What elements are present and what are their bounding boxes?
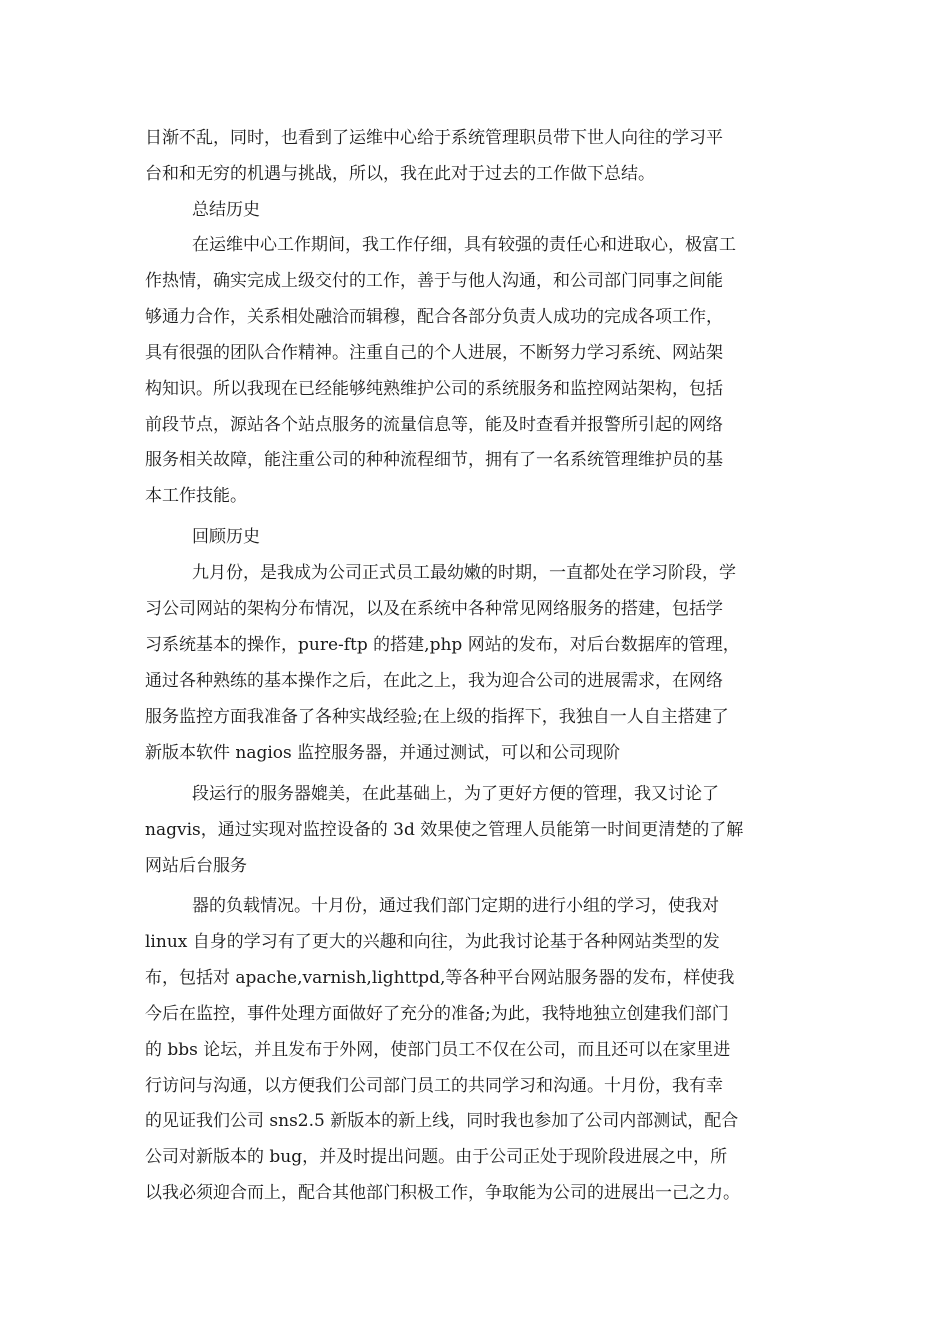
text-line: 网站后台服务 [145,856,247,876]
text-line: 的见证我们公司 sns2.5 新版本的新上线，同时我也参加了公司内部测试，配合 [145,1111,739,1131]
text-line: 布，包括对 apache,varnish,lighttpd,等各种平台网站服务器的发布，样使我 [145,968,735,988]
text-line: 今后在监控，事件处理方面做好了充分的准备;为此，我特地独立创建我们部门 [145,1004,729,1024]
text-line: 行访问与沟通，以方便我们公司部门员工的共同学习和沟通。十月份，我有幸 [145,1076,723,1096]
text-line: 前段节点，源站各个站点服务的流量信息等，能及时查看并报警所引起的网络 [145,415,723,435]
text-line: 九月份，是我成为公司正式员工最幼嫩的时期，一直都处在学习阶段，学 [192,563,736,583]
text-line: 本工作技能。 [145,486,247,506]
text-line: 习公司网站的架构分布情况，以及在系统中各种常见网络服务的搭建，包括学 [145,599,723,619]
text-line: nagvis，通过实现对监控设备的 3d 效果使之管理人员能第一时间更清楚的了解 [145,820,744,840]
text-line: 台和和无穷的机遇与挑战，所以，我在此对于过去的工作做下总结。 [145,164,655,184]
text-line: 公司对新版本的 bug，并及时提出问题。由于公司正处于现阶段进展之中，所 [145,1147,728,1167]
text-line: 服务监控方面我准备了各种实战经验;在上级的指挥下，我独自一人自主搭建了 [145,707,729,727]
text-line: 通过各种熟练的基本操作之后，在此之上，我为迎合公司的进展需求，在网络 [145,671,723,691]
section-heading: 回顾历史 [192,527,260,547]
text-line: 器的负载情况。十月份，通过我们部门定期的进行小组的学习，使我对 [192,896,719,916]
text-line: 的 bbs 论坛，并且发布于外网，使部门员工不仅在公司，而且还可以在家里进 [145,1040,731,1060]
text-line: 日渐不乱，同时，也看到了运维中心给于系统管理职员带下世人向往的学习平 [145,128,723,148]
text-line: 段运行的服务器媲美，在此基础上，为了更好方便的管理，我又讨论了 [192,784,719,804]
text-line: 够通力合作，关系相处融洽而辑穆，配合各部分负责人成功的完成各项工作， [145,307,723,327]
text-line: 作热情，确实完成上级交付的工作，善于与他人沟通，和公司部门同事之间能 [145,271,723,291]
text-line: 服务相关故障，能注重公司的种种流程细节，拥有了一名系统管理维护员的基 [145,450,723,470]
text-line: 以我必须迎合而上，配合其他部门积极工作，争取能为公司的进展出一己之力。 [145,1183,740,1203]
text-line: 在运维中心工作期间，我工作仔细，具有较强的责任心和进取心，极富工 [192,235,736,255]
text-line: 具有很强的团队合作精神。注重自己的个人进展，不断努力学习系统、网站架 [145,343,723,363]
text-line: linux 自身的学习有了更大的兴趣和向往，为此我讨论基于各种网站类型的发 [145,932,720,952]
section-heading: 总结历史 [192,200,260,220]
text-line: 构知识。所以我现在已经能够纯熟维护公司的系统服务和监控网站架构，包括 [145,379,723,399]
text-line: 新版本软件 nagios 监控服务器，并通过测试，可以和公司现阶 [145,743,621,763]
text-line: 习系统基本的操作，pure-ftp 的搭建,php 网站的发布，对后台数据库的管理， [145,635,740,655]
